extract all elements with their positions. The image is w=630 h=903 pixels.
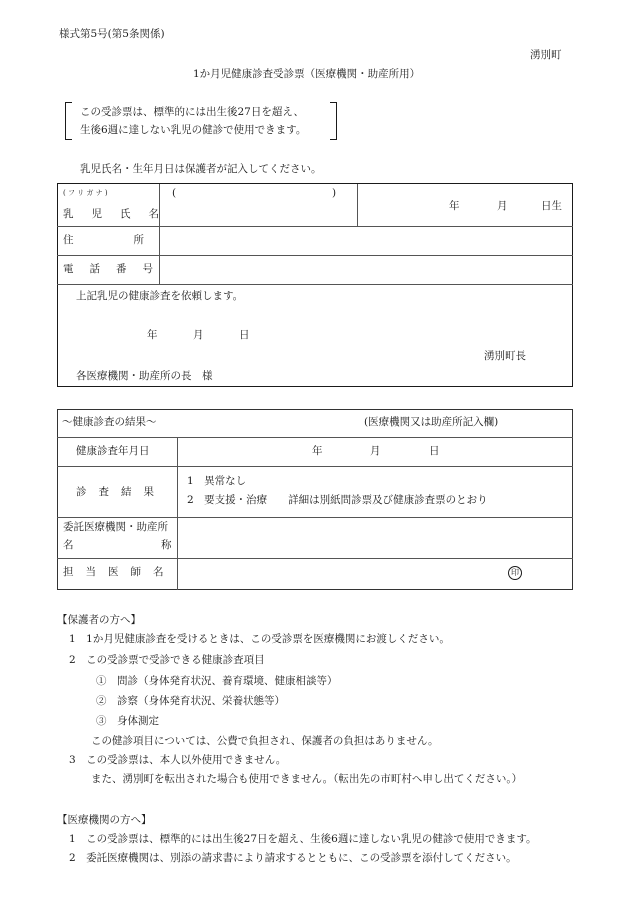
facility-label-title: 称: [161, 539, 172, 551]
exam-year-label: 年: [312, 445, 323, 457]
divider: [57, 284, 573, 285]
exam-date-label: 健康診査年月日: [76, 445, 150, 457]
cost-note: この健診項目については、公費で負担され、保護者の負担はありません。: [91, 735, 439, 747]
results-heading-note: (医療機関又は助産所記入欄): [364, 416, 499, 428]
notice-bracket-right: [330, 102, 337, 140]
facility-item-2: 2 委託医療機関は、別添の請求書により請求するとともに、この受診票を添付してください。: [69, 852, 517, 864]
divider: [57, 437, 573, 438]
request-text: 上記乳児の健康診査を依頼します。: [76, 290, 244, 302]
divider: [57, 558, 573, 559]
request-day-label: 日: [239, 329, 250, 341]
notice-line-1: この受診票は、標準的には出生後27日を超え、: [80, 106, 304, 118]
request-year-label: 年: [147, 329, 158, 341]
birth-year-label: 年: [449, 200, 460, 212]
result-label: 診査結果: [76, 486, 166, 498]
seal-mark: 印: [508, 566, 522, 580]
form-number: 様式第5号(第5条関係): [59, 28, 165, 40]
furigana-paren-close: ): [332, 187, 337, 199]
name-label: 乳児氏名: [63, 208, 177, 220]
divider: [57, 517, 573, 518]
result-option-normal: 1 異常なし: [187, 475, 247, 487]
exam-item-checkup: ② 診察（身体発育状況、栄養状態等）: [96, 695, 285, 707]
addressee: 各医療機関・助産所の長 様: [76, 370, 213, 382]
request-month-label: 月: [193, 329, 204, 341]
address-label: 住所: [63, 234, 204, 246]
results-heading: ～健康診査の結果～: [62, 416, 157, 428]
guardian-section-title: 【保護者の方へ】: [57, 614, 141, 626]
furigana-label: ( フ リ ガ ナ ): [63, 189, 108, 197]
exam-day-label: 日: [429, 445, 440, 457]
facility-label-name: 名: [63, 539, 74, 551]
furigana-paren-open: (: [172, 187, 177, 199]
birth-day-label: 日生: [541, 200, 562, 212]
guardian-item-3: 3 この受診票は、本人以外使用できません。: [69, 754, 287, 766]
phone-label: 電話番号: [63, 263, 169, 275]
notice-bracket-left: [65, 102, 72, 140]
guardian-item-1: 1 1か月児健康診査を受けるときは、この受診票を医療機関にお渡しください。: [69, 633, 450, 645]
result-option-followup: 2 要支援・治療 詳細は別紙問診票及び健康診査票のとおり: [187, 494, 488, 506]
issuing-town: 湧別町: [530, 49, 562, 61]
birth-month-label: 月: [497, 200, 508, 212]
facility-item-1: 1 この受診票は、標準的には出生後27日を超え、生後6週に達しない乳児の健診で使用できます。: [69, 833, 537, 845]
exam-item-interview: ① 問診（身体発育状況、養育環境、健康相談等）: [96, 675, 338, 687]
divider: [57, 466, 573, 467]
mayor-signature: 湧別町長: [484, 350, 526, 362]
page-title: 1か月児健康診査受診票（医療機関・助産所用）: [193, 68, 421, 80]
divider: [357, 184, 358, 226]
notice-line-2: 生後6週に達しない乳児の健診で使用できます。: [80, 124, 307, 136]
facility-section-title: 【医療機関の方へ】: [57, 814, 152, 826]
divider: [57, 226, 573, 227]
divider: [177, 437, 178, 590]
divider: [57, 255, 573, 256]
guardian-item-2: 2 この受診票で受診できる健康診査項目: [69, 654, 265, 666]
exam-item-measurement: ③ 身体測定: [96, 715, 159, 727]
doctor-label: 担当医師名: [63, 566, 176, 578]
facility-label: 委託医療機関・助産所: [63, 521, 168, 533]
guardian-note: 乳児氏名・生年月日は保護者が記入してください。: [80, 163, 322, 175]
exam-month-label: 月: [370, 445, 381, 457]
guardian-item-3-continued: また、湧別町を転出された場合も使用できません。（転出先の市町村へ申し出てください。）: [91, 773, 523, 785]
